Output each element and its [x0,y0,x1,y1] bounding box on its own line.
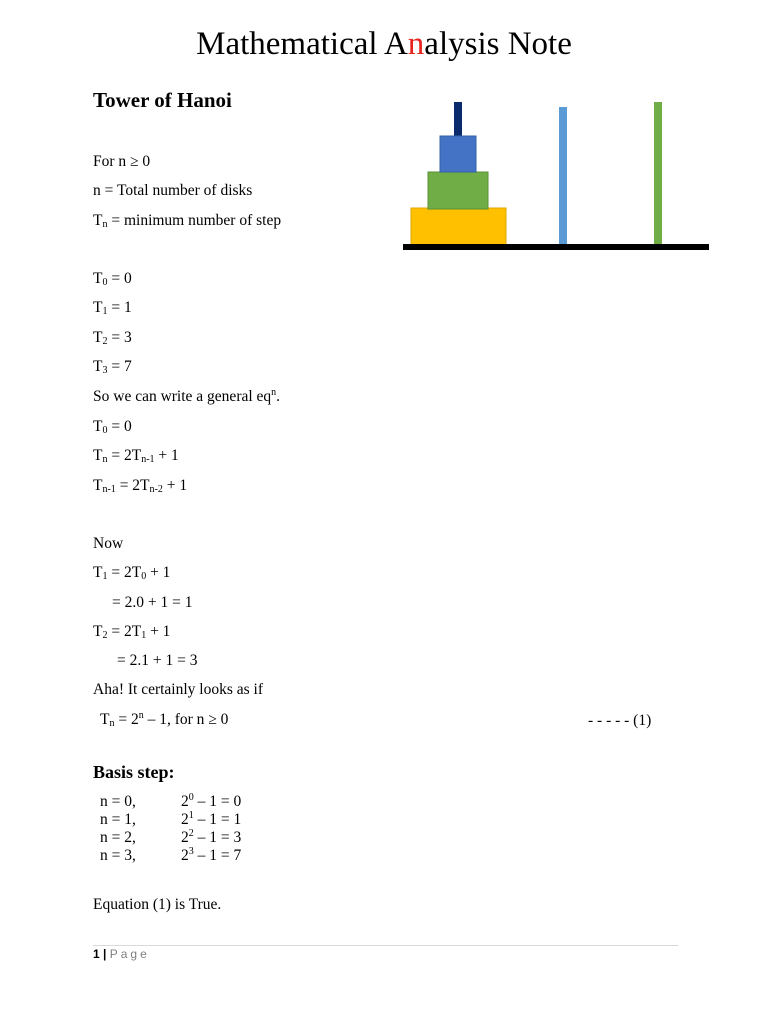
base-line [403,244,709,250]
disk-large [411,208,506,245]
basis-n: n = 0, [100,793,136,810]
page-word: Page [109,947,150,961]
recurrence-tn-1: $T_{n-1} = 2T_{n-2} + 1$ [93,477,188,495]
page-number: 1 [93,947,100,961]
equation-reference: - - - - - (1) [588,712,652,729]
basis-n: n = 1, [100,811,136,828]
recurrence-tn: $T_n = 2T_{n-1} + 1$ [93,447,179,465]
basis-value: $2^1 - 1 = 1$ [181,810,242,828]
conclusion-line: Equation (1) is True. [93,896,222,913]
conjecture-equation: $T_n = 2^n - 1$, for n ≥ 0 [100,710,229,729]
compute-t1-result: = 2.0 + 1 = 1 [112,594,193,611]
compute-t2-result: = 2.1 + 1 = 3 [117,652,198,669]
basis-n: n = 2, [100,829,136,846]
basis-n: n = 3, [100,847,136,864]
now-label: Now [93,535,124,552]
basis-value: $2^0 - 1 = 0$ [181,792,242,810]
basis-row [100,811,241,829]
value-line: $T_2 = 3$ [93,329,132,347]
basis-value: $2^3 - 1 = 7$ [181,846,242,864]
compute-t2: $T_2 = 2T_1 + 1$ [93,623,171,641]
general-equation-intro: So we can write a general $eq^n$. [93,387,281,405]
page-footer: 1 | Page [93,947,150,961]
section-heading: Tower of Hanoi [93,88,232,112]
value-line: $T_0 = 0$ [93,270,132,288]
condition-line: For n ≥ 0 [93,153,151,170]
footer-divider [93,945,678,946]
compute-t1: $T_1 = 2T_0 + 1$ [93,564,171,582]
recurrence-base: $T_0 = 0$ [93,418,132,436]
aha-line: Aha! It certainly looks as if [93,681,264,698]
basis-value: $2^2 - 1 = 3$ [181,828,242,846]
basis-row [100,847,241,865]
basis-table [100,793,241,865]
tower-of-hanoi-illustration [400,98,712,254]
peg-2 [559,107,567,248]
definition-n: n = Total number of disks [93,182,253,199]
value-line: $T_3 = 7$ [93,358,132,376]
disk-small [440,136,476,172]
basis-row [100,829,241,847]
page-title: Mathematical Analysis Note [196,26,572,62]
title-highlight-letter: n [407,26,425,62]
basis-row [100,793,241,811]
value-line: $T_1 = 1$ [93,299,132,317]
definition-tn: $T_n$ = minimum number of step [93,212,282,230]
disk-medium [428,172,488,209]
basis-step-heading: Basis step: [93,762,175,782]
peg-3 [654,102,662,248]
